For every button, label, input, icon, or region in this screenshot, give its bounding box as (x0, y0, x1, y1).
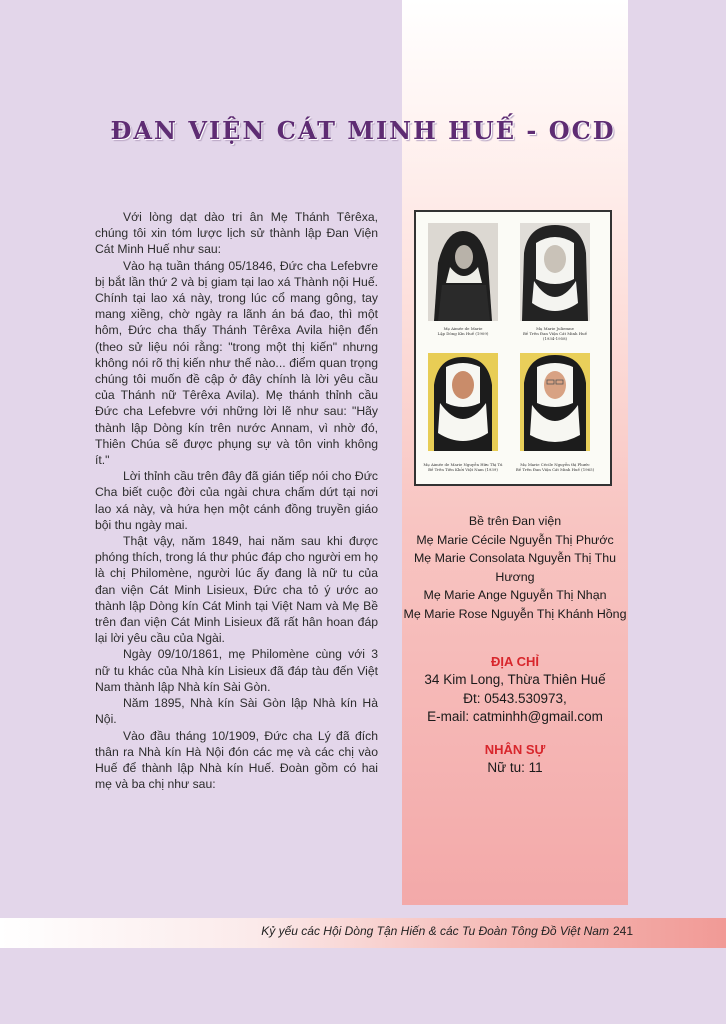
paragraph: Vào đầu tháng 10/1909, Đức cha Lý đã đích thân ra Nhà kín Hà Nội đón các mẹ và các chị vào Huế để thành lập Nhà kín Huế. Đoàn gồm có hai mẹ và ba chị như sau: (95, 728, 378, 792)
photo-collage (414, 210, 612, 486)
photo-caption: Mẹ Marie Juliemne Bề Trên Đan Viện Cát Minh Huế (1934-1958) (522, 326, 588, 341)
nun-portrait-photo (428, 353, 498, 451)
footer-title: Kỷ yếu các Hội Dòng Tận Hiến & các Tu Đoàn Tông Đồ Việt Nam (261, 924, 609, 938)
page-title: ĐAN VIỆN CÁT MINH HUẾ - OCD (110, 116, 616, 145)
history-text (95, 209, 378, 792)
address-line: 34 Kim Long, Thừa Thiên Huế (424, 672, 606, 687)
photo-caption: Mẹ Marie Cécile Nguyễn thị Phước Bề Trên Đan Viện Cát Minh Huế (1965) (515, 462, 595, 472)
address-heading: ĐỊA CHỈ (491, 654, 539, 669)
superior-name: Mẹ Marie Ange Nguyễn Thị Nhạn (423, 588, 607, 602)
nun-portrait-photo (520, 223, 590, 321)
footer (261, 924, 633, 938)
superiors-list (402, 512, 628, 623)
paragraph: Thật vậy, năm 1849, hai năm sau khi được phóng thích, trong lá thư phúc đáp cho người em họ là chị Philomène, người lúc ấy đang là nữ tu của đan viện Cát Minh Lisieux, Đức cha tỏ ý ước ao thành lập Dòng kín Cát Minh tại Việt Nam và Mẹ Bề trên đan viện Cát Minh Lisieux đã rất hân hoan đáp lại lời yêu cầu của Ngài. (95, 534, 378, 646)
superiors-heading: Bề trên Đan viện (468, 514, 562, 528)
paragraph: Với lòng dạt dào tri ân Mẹ Thánh Têrêxa, chúng tôi xin tóm lược lịch sử thành lập Đan Viện Cát Minh Huế như sau: (95, 210, 378, 257)
photo-caption: Mẹ Aimée de Marie Lập Dòng Kín Huế (1909) (437, 326, 489, 336)
paragraph: Năm 1895, Nhà kín Sài Gòn lập Nhà kín Hà Nội. (95, 696, 378, 727)
phone-number: Đt: 0543.530973, (463, 690, 567, 706)
email-address: E-mail: catminhh@gmail.com (427, 709, 603, 724)
superior-name: Mẹ Marie Cécile Nguyễn Thị Phước (416, 532, 614, 547)
paragraph: Lời thỉnh cầu trên đây đã gián tiếp nói cho Đức Cha biết cuộc đời của ngài chưa chấm dứt tại nơi lao xá này, và hứa hẹn một cánh đồng truyền giáo bội thu ngày mai. (95, 469, 378, 532)
nun-portrait-photo (520, 353, 590, 451)
personnel-count: Nữ tu: 11 (487, 759, 543, 775)
page-number: 241 (612, 924, 633, 938)
nun-portrait-photo (428, 223, 498, 321)
personnel-heading: NHÂN SỰ (484, 741, 546, 757)
paragraph: Vào hạ tuần tháng 05/1846, Đức cha Lefebvre bị bắt lần thứ 2 và bị giam tại lao xá Thành nội Huế. Chính tại lao xá này, trong lúc cổ mang gông, tay mang xiềng, chờ ngày ra lãnh án bá đao, thì một hôm, Đức cha thấy Thánh Têrêxa Avila hiện đến (theo sử liệu nói rằng: "trong một thị kiến" nhưng không nói rõ thị kiến như thế nào... điểm quan trọng chúng tôi muốn đề cập ở đây chính là lời yêu cầu của Thánh nữ Têrêxa Avila). Mẹ thánh thỉnh cầu Đức cha Lefebvre với những lời lẽ như sau: "Hãy thành lập Dòng kín trên nước Annam, vì nhờ đó, Thiên Chúa sẽ được phụng sự và tôn vinh không ít." (95, 258, 378, 468)
superior-name: Mẹ Marie Rose Nguyễn Thị Khánh Hồng (403, 606, 627, 621)
superior-name: Mẹ Marie Consolata Nguyễn Thị Thu Hương (413, 551, 617, 584)
photo-caption: Mẹ Aimée de Marie Nguyễn Hữu Thị Tú Bề Trên Tiên Khởi Việt Nam (1939) (423, 462, 503, 472)
paragraph: Ngày 09/10/1861, mẹ Philomène cùng với 3 nữ tu khác của Nhà kín Lisieux đã đáp tàu đến Việt Nam thành lập Nhà kín Sài Gòn. (95, 647, 378, 694)
contact-block (402, 653, 628, 777)
